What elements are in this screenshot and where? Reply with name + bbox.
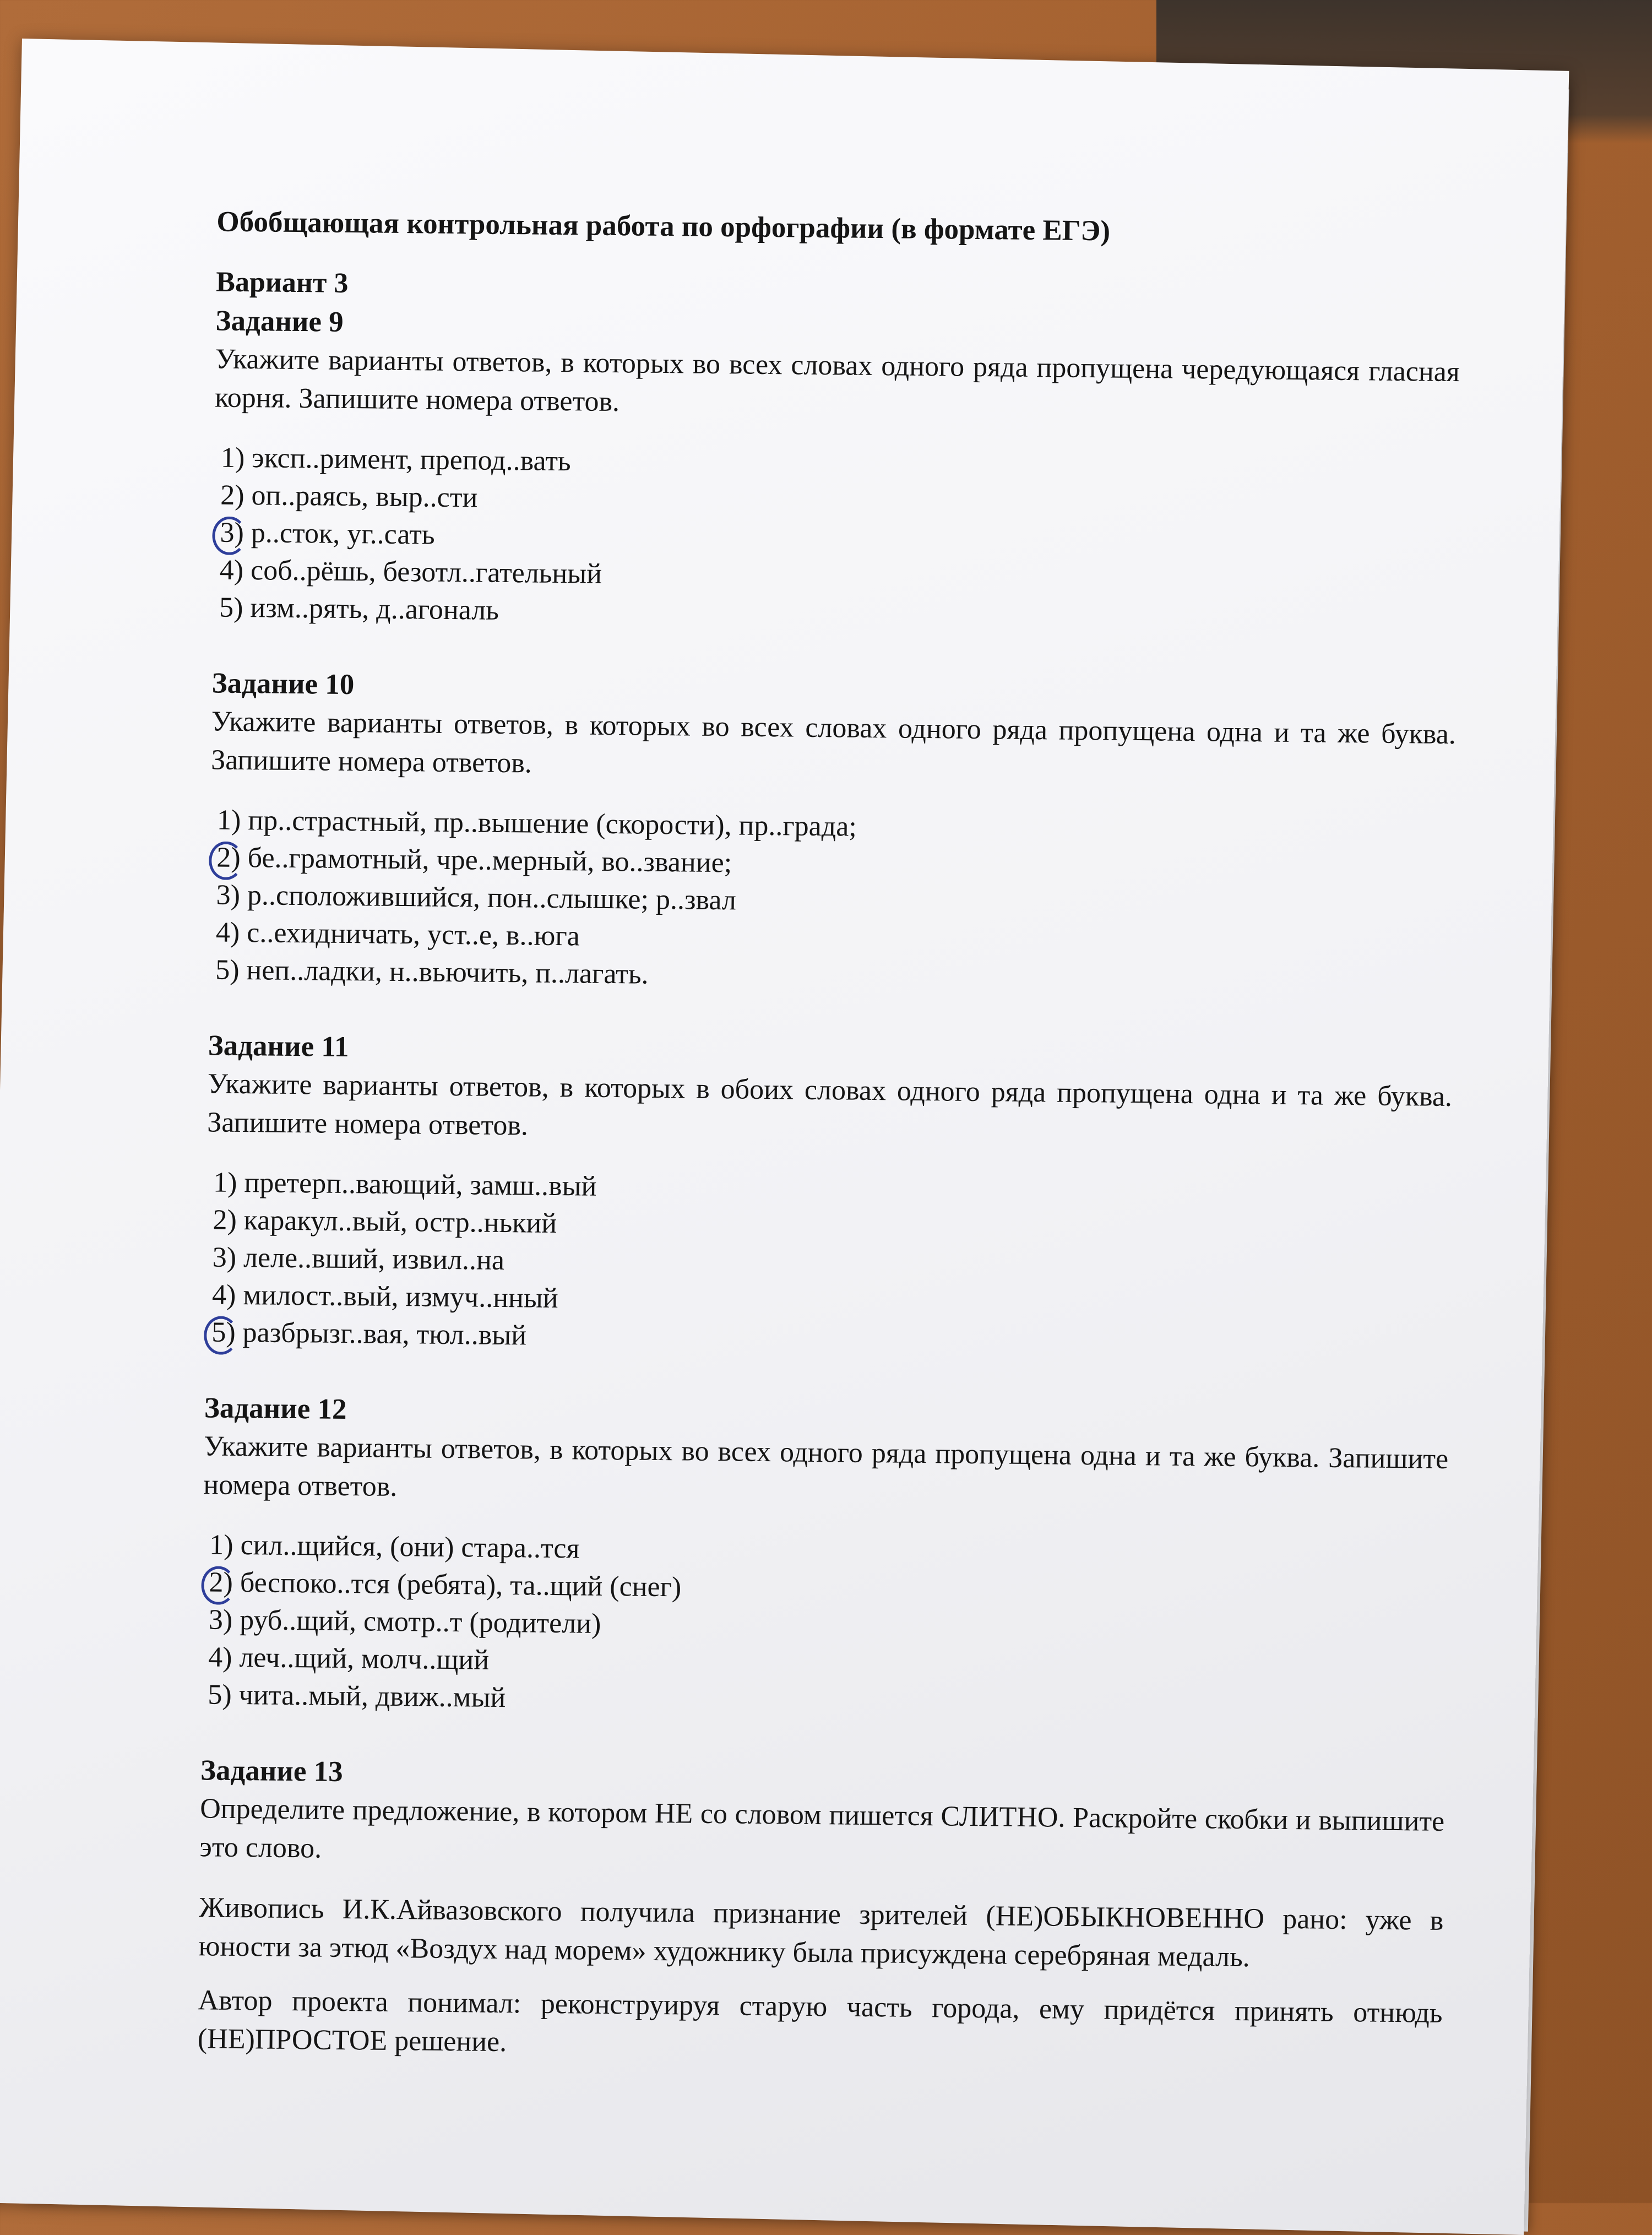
option-number: 5) bbox=[208, 1679, 232, 1711]
option-number: 3) bbox=[212, 1241, 237, 1273]
task-instruction: Укажите варианты ответов, в которых во всех одного ряда пропущена одна и та же буква. Запишите номера ответов. bbox=[203, 1430, 1449, 1503]
task-instruction: Укажите варианты ответов, в которых в обоих словах одного ряда пропущена одна и та же буква. Запишите номера ответов. bbox=[207, 1068, 1453, 1142]
answer-options bbox=[209, 801, 1455, 1002]
task-heading: Задание 9 bbox=[215, 305, 344, 338]
option-text: пр..страстный, пр..вышение (скорости), пр..града; bbox=[248, 805, 857, 843]
option-number: 5) bbox=[215, 954, 240, 986]
option-text: бе..грамотный, чре..мерный, во..звание; bbox=[247, 842, 732, 879]
option-number: 1) bbox=[209, 1529, 233, 1561]
answer-options bbox=[213, 439, 1459, 639]
task-block bbox=[201, 1388, 1449, 1727]
option-number: 3) bbox=[220, 517, 244, 549]
option-text: каракул..вый, остр..нький bbox=[243, 1205, 557, 1240]
option-number: 2) bbox=[216, 842, 241, 874]
task-block bbox=[213, 301, 1460, 639]
option-number: 1) bbox=[216, 804, 241, 836]
document-content bbox=[197, 202, 1461, 2108]
option-number: 3) bbox=[216, 879, 241, 911]
option-text: претерп..вающий, замш..вый bbox=[244, 1167, 597, 1202]
option-text: с..ехидничать, уст..е, в..юга bbox=[246, 917, 580, 952]
task-instruction: Определите предложение, в котором НЕ со словом пишется СЛИТНО. Раскройте скобки и выпишите это слово. bbox=[199, 1793, 1445, 1864]
option-number: 4) bbox=[208, 1641, 232, 1673]
answer-options bbox=[201, 1526, 1447, 1727]
task-heading: Задание 10 bbox=[211, 667, 355, 701]
option-text: леле..вший, извил..на bbox=[243, 1242, 505, 1277]
option-number: 4) bbox=[211, 1279, 236, 1311]
option-text: соб..рёшь, безотл..гательный bbox=[250, 555, 602, 590]
task-block bbox=[209, 664, 1457, 1002]
option-text: разбрызг..вая, тюл..вый bbox=[242, 1317, 527, 1352]
option-text: леч..щий, молч..щий bbox=[239, 1642, 490, 1676]
option-number: 2) bbox=[209, 1566, 233, 1598]
answer-options bbox=[205, 1164, 1451, 1364]
option-number: 2) bbox=[213, 1204, 237, 1236]
option-number: 2) bbox=[220, 479, 244, 512]
option-text: изм..рять, д..агональ bbox=[250, 592, 499, 626]
option-text: руб..щий, смотр..т (родители) bbox=[239, 1604, 601, 1640]
option-text: милост..вый, измуч..нный bbox=[243, 1279, 558, 1315]
task-heading: Задание 11 bbox=[208, 1029, 349, 1064]
option-text: р..сположившийся, пон..слышке; р..звал bbox=[247, 880, 737, 916]
task-heading: Задание 12 bbox=[204, 1392, 347, 1426]
option-number: 5) bbox=[219, 592, 243, 624]
task-block bbox=[205, 1026, 1453, 1364]
option-text: неп..ладки, н..вьючить, п..лагать. bbox=[246, 954, 649, 990]
option-text: эксп..римент, препод..вать bbox=[252, 442, 571, 478]
option-number: 1) bbox=[213, 1167, 237, 1198]
option-text: оп..раясь, выр..сти bbox=[251, 480, 478, 514]
sentence-paragraph: Автор проекта понимал: реконструируя старую часть города, ему придётся принять отнюдь (НЕ)ПРОСТОЕ решение. bbox=[197, 1984, 1443, 2058]
option-number: 4) bbox=[219, 554, 244, 587]
task-list bbox=[201, 301, 1460, 1727]
task-instruction: Укажите варианты ответов, в которых во всех словах одного ряда пропущена одна и та же буква. Запишите номера ответов. bbox=[210, 706, 1457, 779]
option-number: 4) bbox=[215, 916, 240, 948]
task-13 bbox=[198, 1751, 1446, 2071]
document-title: Обобщающая контрольная работа по орфографии (в формате ЕГЭ) bbox=[216, 205, 1111, 247]
option-number: 5) bbox=[211, 1316, 236, 1348]
task-heading: Задание 13 bbox=[200, 1754, 343, 1788]
variant-label: Вариант 3 bbox=[216, 266, 349, 299]
option-text: р..сток, уг..сать bbox=[251, 517, 435, 551]
option-text: беспоко..тся (ребята), та..щий (снег) bbox=[240, 1567, 682, 1603]
sentence-paragraph: Живопись И.К.Айвазовского получила признание зрителей (НЕ)ОБЫКНОВЕННО рано: уже в юности за этюд «Воздух над морем» художнику была присуждена серебряная медаль. bbox=[198, 1892, 1444, 1973]
option-number: 1) bbox=[220, 442, 245, 474]
paper-sheet bbox=[0, 39, 1569, 2235]
task-instruction: Укажите варианты ответов, в которых во всех словах одного ряда пропущена чередующаяся гласная корня. Запишите номера ответов. bbox=[214, 343, 1460, 418]
option-text: сил..щийся, (они) стара..тся bbox=[240, 1529, 580, 1565]
option-number: 3) bbox=[208, 1604, 233, 1636]
option-text: чита..мый, движ..мый bbox=[238, 1679, 506, 1714]
